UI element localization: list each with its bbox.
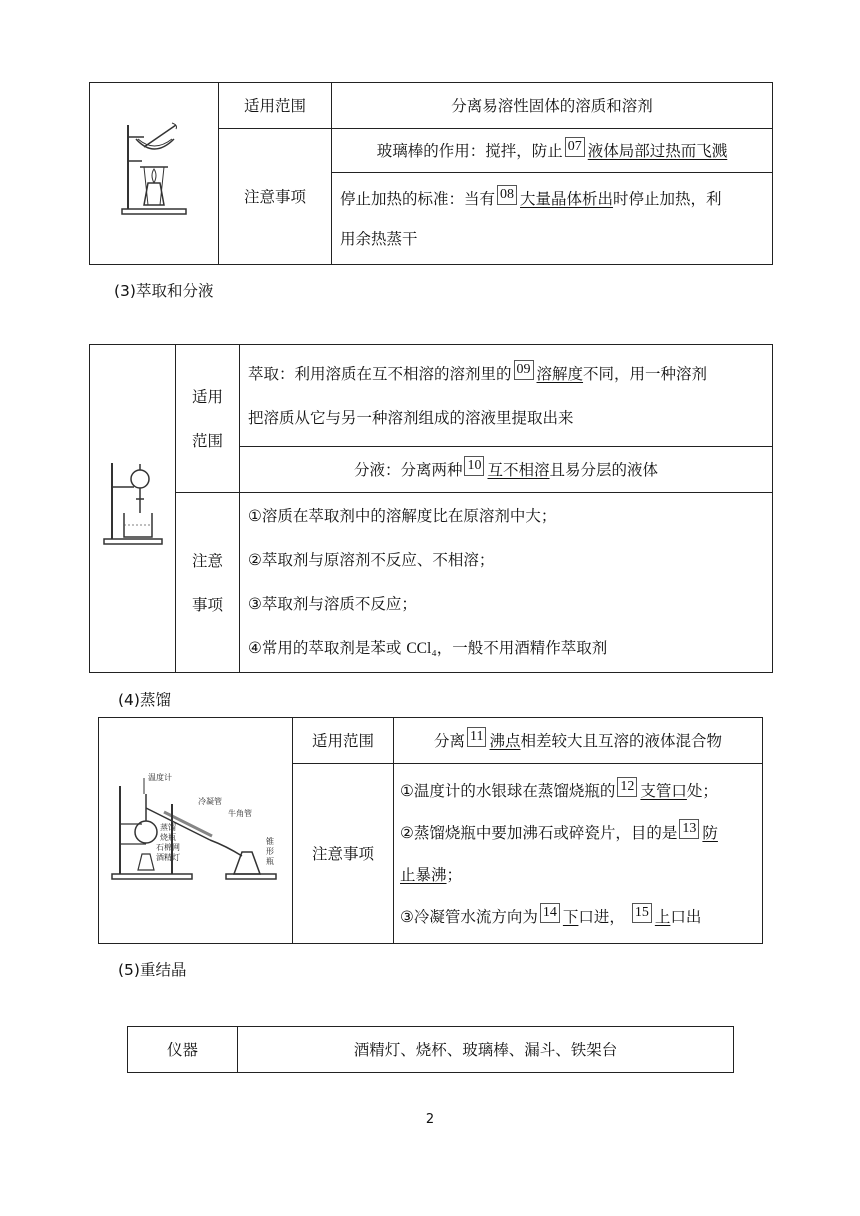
extraction-note-1: ①溶质在萃取剂中的溶解度比在原溶剂中大；	[248, 507, 557, 525]
distillation-notes	[394, 764, 763, 944]
label-cone-2: 形	[265, 846, 274, 856]
separation-text: 分液：分离两种	[353, 460, 463, 479]
answer-14: 下	[562, 907, 579, 926]
distillation-table	[98, 717, 763, 944]
evaporation-figure-cell	[90, 83, 219, 265]
section-5-heading: (5)重结晶	[118, 961, 187, 979]
distill-note-3	[400, 904, 702, 926]
scope-label-line-1: 适用	[191, 387, 223, 406]
distillation-figure-cell	[99, 718, 293, 944]
label-gauze: 石棉网	[155, 842, 180, 852]
distill-note-3-text-2: 口进，	[578, 907, 625, 926]
extraction-table	[89, 344, 773, 673]
distillation-scope-text	[394, 718, 763, 764]
distillation-scope-label: 适用范围	[293, 718, 394, 764]
evaporation-stop-note	[332, 173, 773, 265]
blank-number-07: 07	[565, 137, 585, 157]
evaporation-notes-label: 注意事项	[219, 129, 332, 265]
extraction-note-2: ②萃取剂与原溶剂不反应、不相溶；	[248, 551, 495, 569]
rod-note-text: 玻璃棒的作用：搅拌，防止	[376, 141, 563, 160]
distill-note-1	[400, 778, 718, 800]
answer-09: 溶解度	[536, 364, 584, 383]
label-condenser: 冷凝管	[197, 796, 222, 806]
evaporation-scope-text: 分离易溶性固体的溶质和溶剂	[332, 83, 773, 129]
note-4-text-2: ，一般不用酒精作萃取剂	[436, 639, 608, 657]
answer-13-part-1: 防	[702, 823, 718, 842]
extraction-notes	[240, 493, 773, 673]
label-adapter: 牛角管	[227, 808, 252, 818]
blank-number-13: 13	[679, 819, 699, 839]
answer-10: 互不相溶	[487, 460, 550, 479]
answer-15: 上	[654, 907, 671, 926]
distill-scope-text-2: 相差较大且互溶的液体混合物	[520, 731, 723, 750]
distill-note-3-text-3: 口出	[670, 907, 702, 926]
blank-number-15: 15	[632, 903, 652, 923]
notes-label-line-2: 事项	[191, 595, 223, 614]
separation-definition	[240, 447, 773, 493]
extraction-text-2: 不同，用一种溶剂	[583, 364, 708, 383]
instruments-label: 仪器	[128, 1027, 238, 1073]
distill-note-3-text: ③冷凝管水流方向为	[400, 907, 538, 926]
answer-13-part-2: 止暴沸	[400, 865, 447, 884]
evaporation-table	[89, 82, 773, 265]
distill-note-2	[400, 820, 718, 884]
extraction-scope-label	[176, 345, 240, 493]
section-4-heading: (4)蒸馏	[118, 691, 171, 709]
label-flask-2: 烧瓶	[159, 832, 176, 842]
notes-label-line-1: 注意	[191, 551, 223, 570]
extraction-notes-label	[176, 493, 240, 673]
label-lamp: 酒精灯	[155, 852, 180, 862]
blank-number-09: 09	[514, 360, 534, 380]
label-flask-1: 蒸馏	[159, 822, 176, 832]
blank-number-10: 10	[464, 456, 484, 476]
label-cone-3: 瓶	[265, 856, 274, 866]
stop-note-text-2: 时停止加热，利	[613, 189, 722, 208]
note-4-text: ④常用的萃取剂是苯或	[248, 639, 402, 657]
stop-note-text: 停止加热的标准：当有	[340, 189, 496, 208]
recrystallization-table	[127, 1026, 734, 1073]
instruments-value: 酒精灯、烧杯、玻璃棒、漏斗、铁架台	[238, 1027, 734, 1073]
distill-scope-text: 分离	[433, 731, 465, 750]
page-number: 2	[425, 1112, 435, 1127]
label-thermometer: 温度计	[147, 772, 172, 782]
distillation-notes-label: 注意事项	[293, 764, 394, 944]
answer-11: 沸点	[489, 731, 521, 750]
distill-note-1-text-2: 处；	[686, 781, 718, 800]
blank-number-08: 08	[497, 185, 517, 205]
answer-12: 支管口	[640, 781, 687, 800]
evaporation-rod-note	[332, 129, 773, 173]
section-3-heading: (3)萃取和分液	[114, 282, 214, 300]
distillation-apparatus-figure	[106, 764, 286, 884]
distill-note-2-text: ②蒸馏烧瓶中要加沸石或碎瓷片，目的是	[400, 823, 678, 842]
distill-note-1-text: ①温度计的水银球在蒸馏烧瓶的	[400, 781, 616, 800]
blank-number-14: 14	[540, 903, 560, 923]
extraction-note-3: ③萃取剂与溶质不反应；	[248, 595, 417, 613]
extraction-text-3: 把溶质从它与另一种溶剂组成的溶液里提取出来	[248, 408, 574, 427]
scope-label-line-2: 范围	[191, 431, 223, 450]
extraction-note-4	[248, 639, 607, 657]
extraction-text: 萃取：利用溶质在互不相溶的溶剂里的	[248, 364, 512, 383]
extraction-figure-cell	[90, 345, 176, 673]
extraction-definition	[240, 345, 773, 447]
blank-number-11: 11	[467, 727, 486, 747]
distill-note-2-text-2: ；	[446, 865, 463, 884]
stop-note-text-3: 用余热蒸干	[340, 229, 418, 248]
separation-text-2: 且易分层的液体	[549, 460, 659, 479]
label-cone-1: 锥	[265, 836, 274, 846]
separatory-funnel-apparatus-figure	[100, 457, 166, 547]
answer-07: 液体局部过热而飞溅	[587, 141, 728, 160]
evaporation-scope-label: 适用范围	[219, 83, 332, 129]
blank-number-12: 12	[617, 777, 637, 797]
evaporating-dish-apparatus-figure	[114, 117, 194, 217]
answer-08: 大量晶体析出	[520, 189, 614, 208]
ccl4-formula: CCl₄	[406, 640, 437, 657]
